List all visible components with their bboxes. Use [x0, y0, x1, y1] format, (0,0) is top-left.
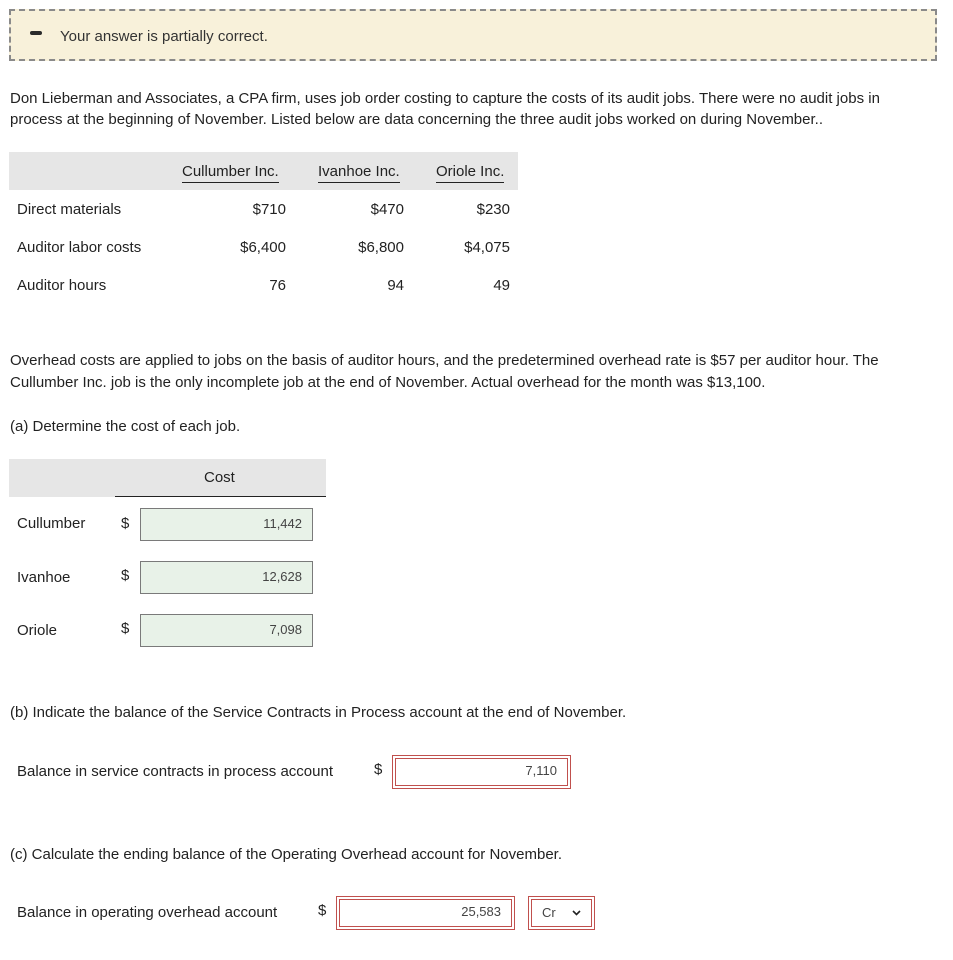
table-cell: $6,800: [358, 239, 404, 256]
cost-column-header: Cost: [204, 469, 235, 486]
row-label-direct-materials: Direct materials: [17, 201, 122, 218]
table-cell: 49: [493, 277, 510, 294]
table-cell: 76: [269, 277, 286, 294]
banner-message: Your answer is partially correct.: [60, 28, 268, 45]
oriole-cost-input[interactable]: 7,098: [140, 614, 313, 647]
cost-header-underline: [115, 496, 326, 497]
chevron-down-icon: [572, 910, 581, 916]
currency-symbol: $: [121, 567, 130, 584]
part-c-prompt: (c) Calculate the ending balance of the Operating Overhead account for November.: [10, 846, 562, 863]
currency-symbol: $: [121, 620, 130, 637]
job-label-ivanhoe: Ivanhoe: [17, 569, 71, 586]
debit-credit-select[interactable]: [528, 896, 595, 930]
operating-overhead-label: Balance in operating overhead account: [17, 904, 278, 921]
table-cell: 94: [387, 277, 404, 294]
ivanhoe-cost-input[interactable]: 12,628: [140, 561, 313, 594]
col-header-cullumber: Cullumber Inc.: [182, 163, 279, 183]
operating-overhead-balance-input[interactable]: [336, 896, 515, 930]
currency-symbol: $: [318, 902, 327, 919]
service-contracts-balance-input[interactable]: [392, 755, 571, 789]
table-cell: $710: [252, 201, 286, 218]
service-contracts-label: Balance in service contracts in process account: [17, 763, 333, 780]
job-label-oriole: Oriole: [17, 622, 58, 639]
cullumber-cost-input[interactable]: 11,442: [140, 508, 313, 541]
col-header-oriole: Oriole Inc.: [436, 163, 504, 183]
col-header-ivanhoe: Ivanhoe Inc.: [318, 163, 400, 183]
part-a-prompt: (a) Determine the cost of each job.: [10, 418, 241, 435]
overhead-text: Overhead costs are applied to jobs on the basis of auditor hours, and the predetermined overhead rate is $57 per auditor hour. The Cullumber Inc. job is the only incomplete job at the end of November. Actual overhead for the month was $13,100.: [10, 352, 879, 391]
minus-icon: [30, 31, 42, 35]
service-contracts-balance-value: 7,110: [395, 758, 568, 786]
currency-symbol: $: [374, 761, 383, 778]
row-label-auditor-hours: Auditor hours: [17, 277, 107, 294]
table-cell: $230: [476, 201, 510, 218]
job-label-cullumber: Cullumber: [17, 515, 86, 532]
intro-text: Don Lieberman and Associates, a CPA firm, uses job order costing to capture the costs of its audit jobs. There were no audit jobs in process at the beginning of November. Listed below are data concerning the three audit jobs worked on during November..: [10, 90, 880, 128]
row-label-auditor-labor-costs: Auditor labor costs: [17, 239, 142, 256]
table-cell: $470: [370, 201, 404, 218]
operating-overhead-balance-value: 25,583: [339, 899, 512, 927]
partial-correct-banner: [9, 9, 937, 61]
part-b-prompt: (b) Indicate the balance of the Service Contracts in Process account at the end of November.: [10, 704, 627, 721]
cost-table-header: [9, 459, 326, 497]
table-cell: $6,400: [240, 239, 286, 256]
table-cell: $4,075: [464, 239, 510, 256]
debit-credit-selected-value: Cr: [542, 905, 556, 920]
currency-symbol: $: [121, 515, 130, 532]
